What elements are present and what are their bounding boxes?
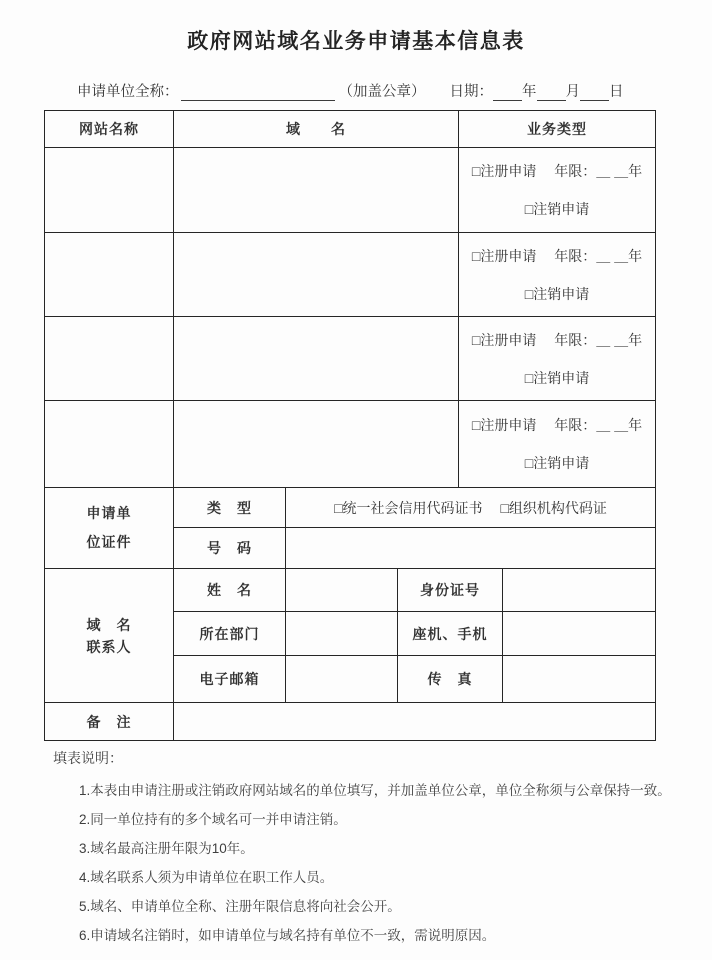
register-option: □注册申请 年限：＿ ＿年 (471, 331, 643, 348)
contact-section-label (45, 569, 174, 703)
contact-fax-label: 传 真 (398, 656, 503, 703)
seal-note: （加盖公章） (338, 84, 426, 100)
cert-type-row (45, 488, 656, 528)
domain-cell (174, 317, 459, 401)
cert-type-label: 类 型 (174, 488, 286, 528)
page-title: 政府网站域名业务申请基本信息表 (187, 30, 525, 53)
year-label: 年 (522, 84, 537, 100)
notes-heading: 填表说明： (53, 750, 123, 766)
remark-label: 备 注 (45, 703, 174, 741)
contact-dept-label: 所在部门 (174, 612, 286, 656)
deregister-option: □注销申请 (524, 201, 590, 217)
contact-email-value (286, 656, 398, 703)
col-header-site-name: 网站名称 (45, 111, 174, 148)
cert-number-label: 号 码 (174, 528, 286, 569)
site-name-cell (45, 148, 174, 233)
contact-fax-value (503, 656, 656, 703)
note-item-4: 4.域名联系人须为申请单位在职工作人员。 (79, 870, 334, 885)
site-name-cell (45, 233, 174, 317)
domain-row-4 (45, 401, 656, 488)
header-line (77, 80, 624, 101)
contact-name-label: 姓 名 (174, 569, 286, 612)
col-header-business-type: 业务类型 (459, 111, 656, 148)
contact-phone-value (503, 612, 656, 656)
cert-section-label-line1: 申请单 (86, 505, 132, 521)
contact-name-value (286, 569, 398, 612)
business-type-cell (459, 148, 656, 233)
application-table (44, 110, 656, 741)
date-label: 日期： (449, 84, 493, 100)
note-item-3: 3.域名最高注册年限为10年。 (79, 841, 254, 856)
contact-section-label-line1: 域 名 (86, 616, 132, 633)
table-header-row (45, 111, 656, 148)
applicant-name-label: 申请单位全称： (77, 84, 179, 100)
contact-id-value (503, 569, 656, 612)
business-type-cell (459, 233, 656, 317)
domain-row-1 (45, 148, 656, 233)
domain-cell (174, 148, 459, 233)
contact-name-row (45, 569, 656, 612)
note-item-6: 6.申请域名注销时，如申请单位与域名持有单位不一致，需说明原因。 (79, 928, 496, 943)
month-blank (537, 85, 566, 101)
contact-dept-value (286, 612, 398, 656)
domain-row-3 (45, 317, 656, 401)
day-blank (580, 85, 609, 101)
site-name-cell (45, 401, 174, 488)
contact-id-label: 身份证号 (398, 569, 503, 612)
contact-email-label: 电子邮箱 (174, 656, 286, 703)
remark-row (45, 703, 656, 741)
deregister-option: □注销申请 (524, 455, 590, 471)
contact-section-label-line2: 联系人 (86, 638, 132, 655)
cert-section-label-line2: 位证件 (86, 534, 132, 550)
cert-section-label (45, 488, 174, 569)
note-item-1: 1.本表由申请注册或注销政府网站域名的单位填写，并加盖单位公章，单位全称须与公章保持一致。 (79, 783, 671, 798)
note-item-5: 5.域名、申请单位全称、注册年限信息将向社会公开。 (79, 899, 401, 914)
note-item-2: 2.同一单位持有的多个域名可一并申请注销。 (79, 812, 347, 827)
day-label: 日 (609, 84, 624, 100)
business-type-cell (459, 317, 656, 401)
filling-instructions (53, 747, 671, 950)
contact-phone-label: 座机、手机 (398, 612, 503, 656)
year-blank (493, 85, 522, 101)
register-option: □注册申请 年限：＿ ＿年 (471, 163, 643, 179)
register-option: □注册申请 年限：＿ ＿年 (471, 417, 643, 433)
domain-row-2 (45, 233, 656, 317)
business-type-cell (459, 401, 656, 488)
applicant-name-blank (181, 85, 335, 101)
domain-cell (174, 233, 459, 317)
cert-type-options: □统一社会信用代码证书 □组织机构代码证 (286, 488, 656, 528)
site-name-cell (45, 317, 174, 401)
col-header-domain: 域 名 (174, 111, 459, 148)
domain-cell (174, 401, 459, 488)
deregister-option: □注销申请 (524, 285, 590, 302)
deregister-option: □注销申请 (524, 369, 590, 386)
month-label: 月 (565, 84, 580, 100)
cert-number-value (286, 528, 656, 569)
register-option: □注册申请 年限：＿ ＿年 (471, 247, 643, 264)
remark-value (174, 703, 656, 741)
